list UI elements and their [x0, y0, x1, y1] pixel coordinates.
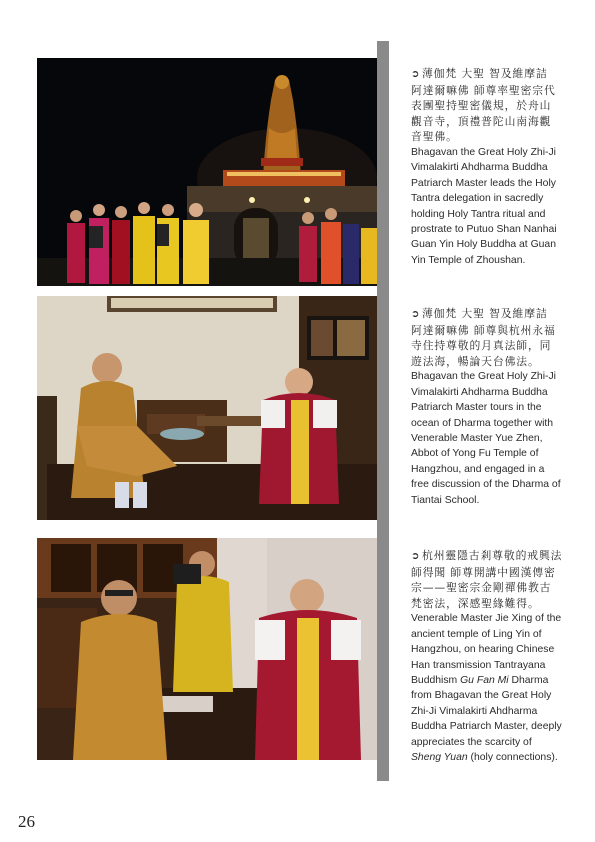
caption-2-chinese: ➲ 薄伽梵 大聖 智及維摩詰 阿達爾嘛佛 師尊與杭州永福寺住持尊敬的月真法師，同遊法海，暢論天台佛法。 [411, 307, 556, 368]
photo-guanyin-temple-night [37, 58, 377, 286]
caption-1-english: Bhagavan the Great Holy Zhi-Ji Vimalakirti Ahdharma Buddha Patriarch Master leads the Holy Tantra delegation in sacredly holding Holy Tantra ritual and prostrate to Putuo Shan Nanhai Guan Yin Holy Buddha at Guan Yin Temple of Zhoushan. [411, 146, 557, 266]
photo-master-jie-xing [37, 538, 377, 760]
page-number: 26 [18, 812, 35, 831]
caption-1-chinese: ➲ 薄伽梵 大聖 智及維摩詰 阿達爾嘛佛 師尊率聖密宗代表團聖持聖密儀規，於舟山觀音寺，頂禮普陀山南海觀音聖佛。 [411, 67, 556, 144]
caption-photo-2 [411, 306, 563, 508]
caption-3-english: Venerable Master Jie Xing of the ancient temple of Ling Yin of Hangzhou, on hearing Chinese Han transmission Tantrayana Buddhism Gu Fan Mi Dharma from Bhagavan the Great Holy Zhi-Ji Vimalakirti Ahdharma Buddha Patriarch Master, deeply appreciates the scarcity of Sheng Yuan (holy connections). [411, 613, 562, 764]
caption-3-chinese: ➲ 杭州靈隱古剎尊敬的戒興法師得聞 師尊開講中國漢傳密宗——聖密宗金剛禪佛教古梵密法，深感聖緣難得。 [411, 549, 563, 610]
circle-arrow-icon: ➲ [411, 551, 421, 562]
caption-photo-1 [411, 66, 563, 268]
gray-divider-bar [377, 41, 389, 781]
photo-discussion-abbot [37, 296, 377, 520]
circle-arrow-icon: ➲ [411, 309, 421, 320]
term-sheng-yuan: Sheng Yuan [411, 752, 468, 764]
circle-arrow-icon: ➲ [411, 69, 421, 80]
caption-photo-3 [411, 548, 563, 765]
caption-2-english: Bhagavan the Great Holy Zhi-Ji Vimalakirti Ahdharma Buddha Patriarch Master tours in the ocean of Dharma together with Venerable Master Yue Zhen, Abbot of Yong Fu Temple of Hangzhou, and engaged in a free discussion of the Dharma of Tiantai School. [411, 371, 561, 506]
term-gu-fan-mi: Gu Fan Mi [460, 675, 509, 686]
